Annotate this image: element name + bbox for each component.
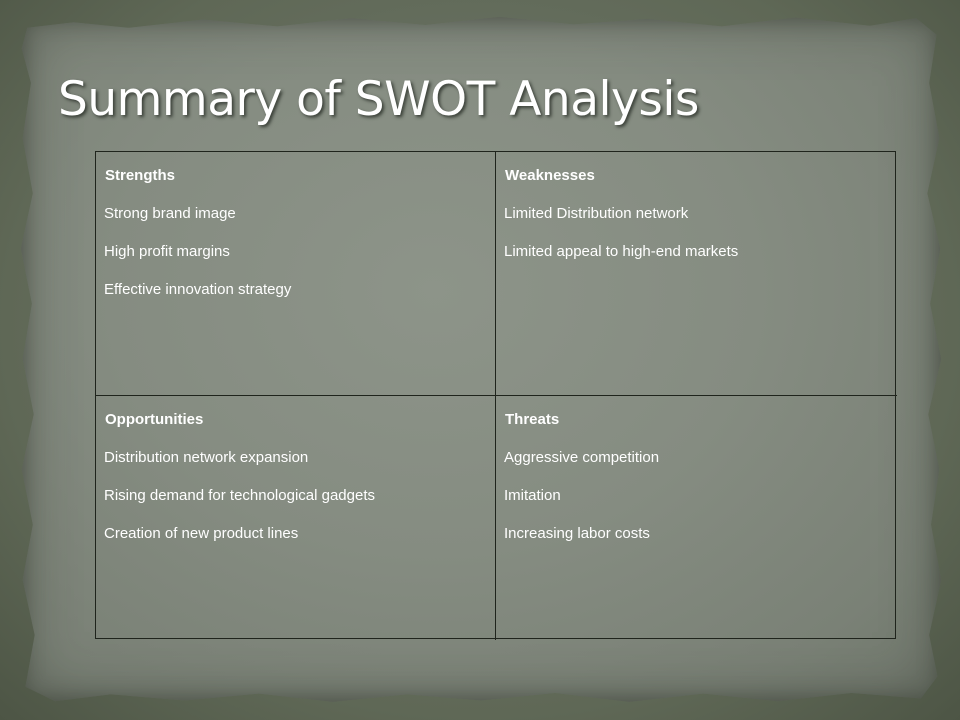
list-item: Creation of new product lines	[104, 525, 299, 542]
swot-table	[95, 151, 896, 639]
list-item: Increasing labor costs	[504, 525, 650, 542]
list-item: Strong brand image	[104, 205, 236, 222]
list-item: Imitation	[504, 487, 561, 504]
list-item: Aggressive competition	[504, 449, 660, 466]
threats-list	[504, 449, 889, 543]
list-item: Limited Distribution network	[504, 205, 689, 222]
list-item: Effective innovation strategy	[104, 281, 292, 298]
opportunities-list	[104, 449, 487, 543]
opportunities-cell	[96, 396, 496, 640]
threats-heading: Threats	[505, 411, 560, 428]
strengths-list	[104, 205, 487, 299]
list-item: Rising demand for technological gadgets	[104, 487, 376, 504]
list-item: High profit margins	[104, 243, 230, 260]
weaknesses-cell	[496, 152, 897, 396]
threats-cell	[496, 396, 897, 640]
list-item: Limited appeal to high-end markets	[504, 243, 739, 260]
slide-title: Summary of SWOT Analysis	[58, 72, 699, 127]
list-item: Distribution network expansion	[104, 449, 309, 466]
weaknesses-list	[504, 205, 889, 261]
weaknesses-heading: Weaknesses	[505, 167, 595, 184]
opportunities-heading: Opportunities	[105, 411, 204, 428]
strengths-heading: Strengths	[105, 167, 176, 184]
strengths-cell	[96, 152, 496, 396]
